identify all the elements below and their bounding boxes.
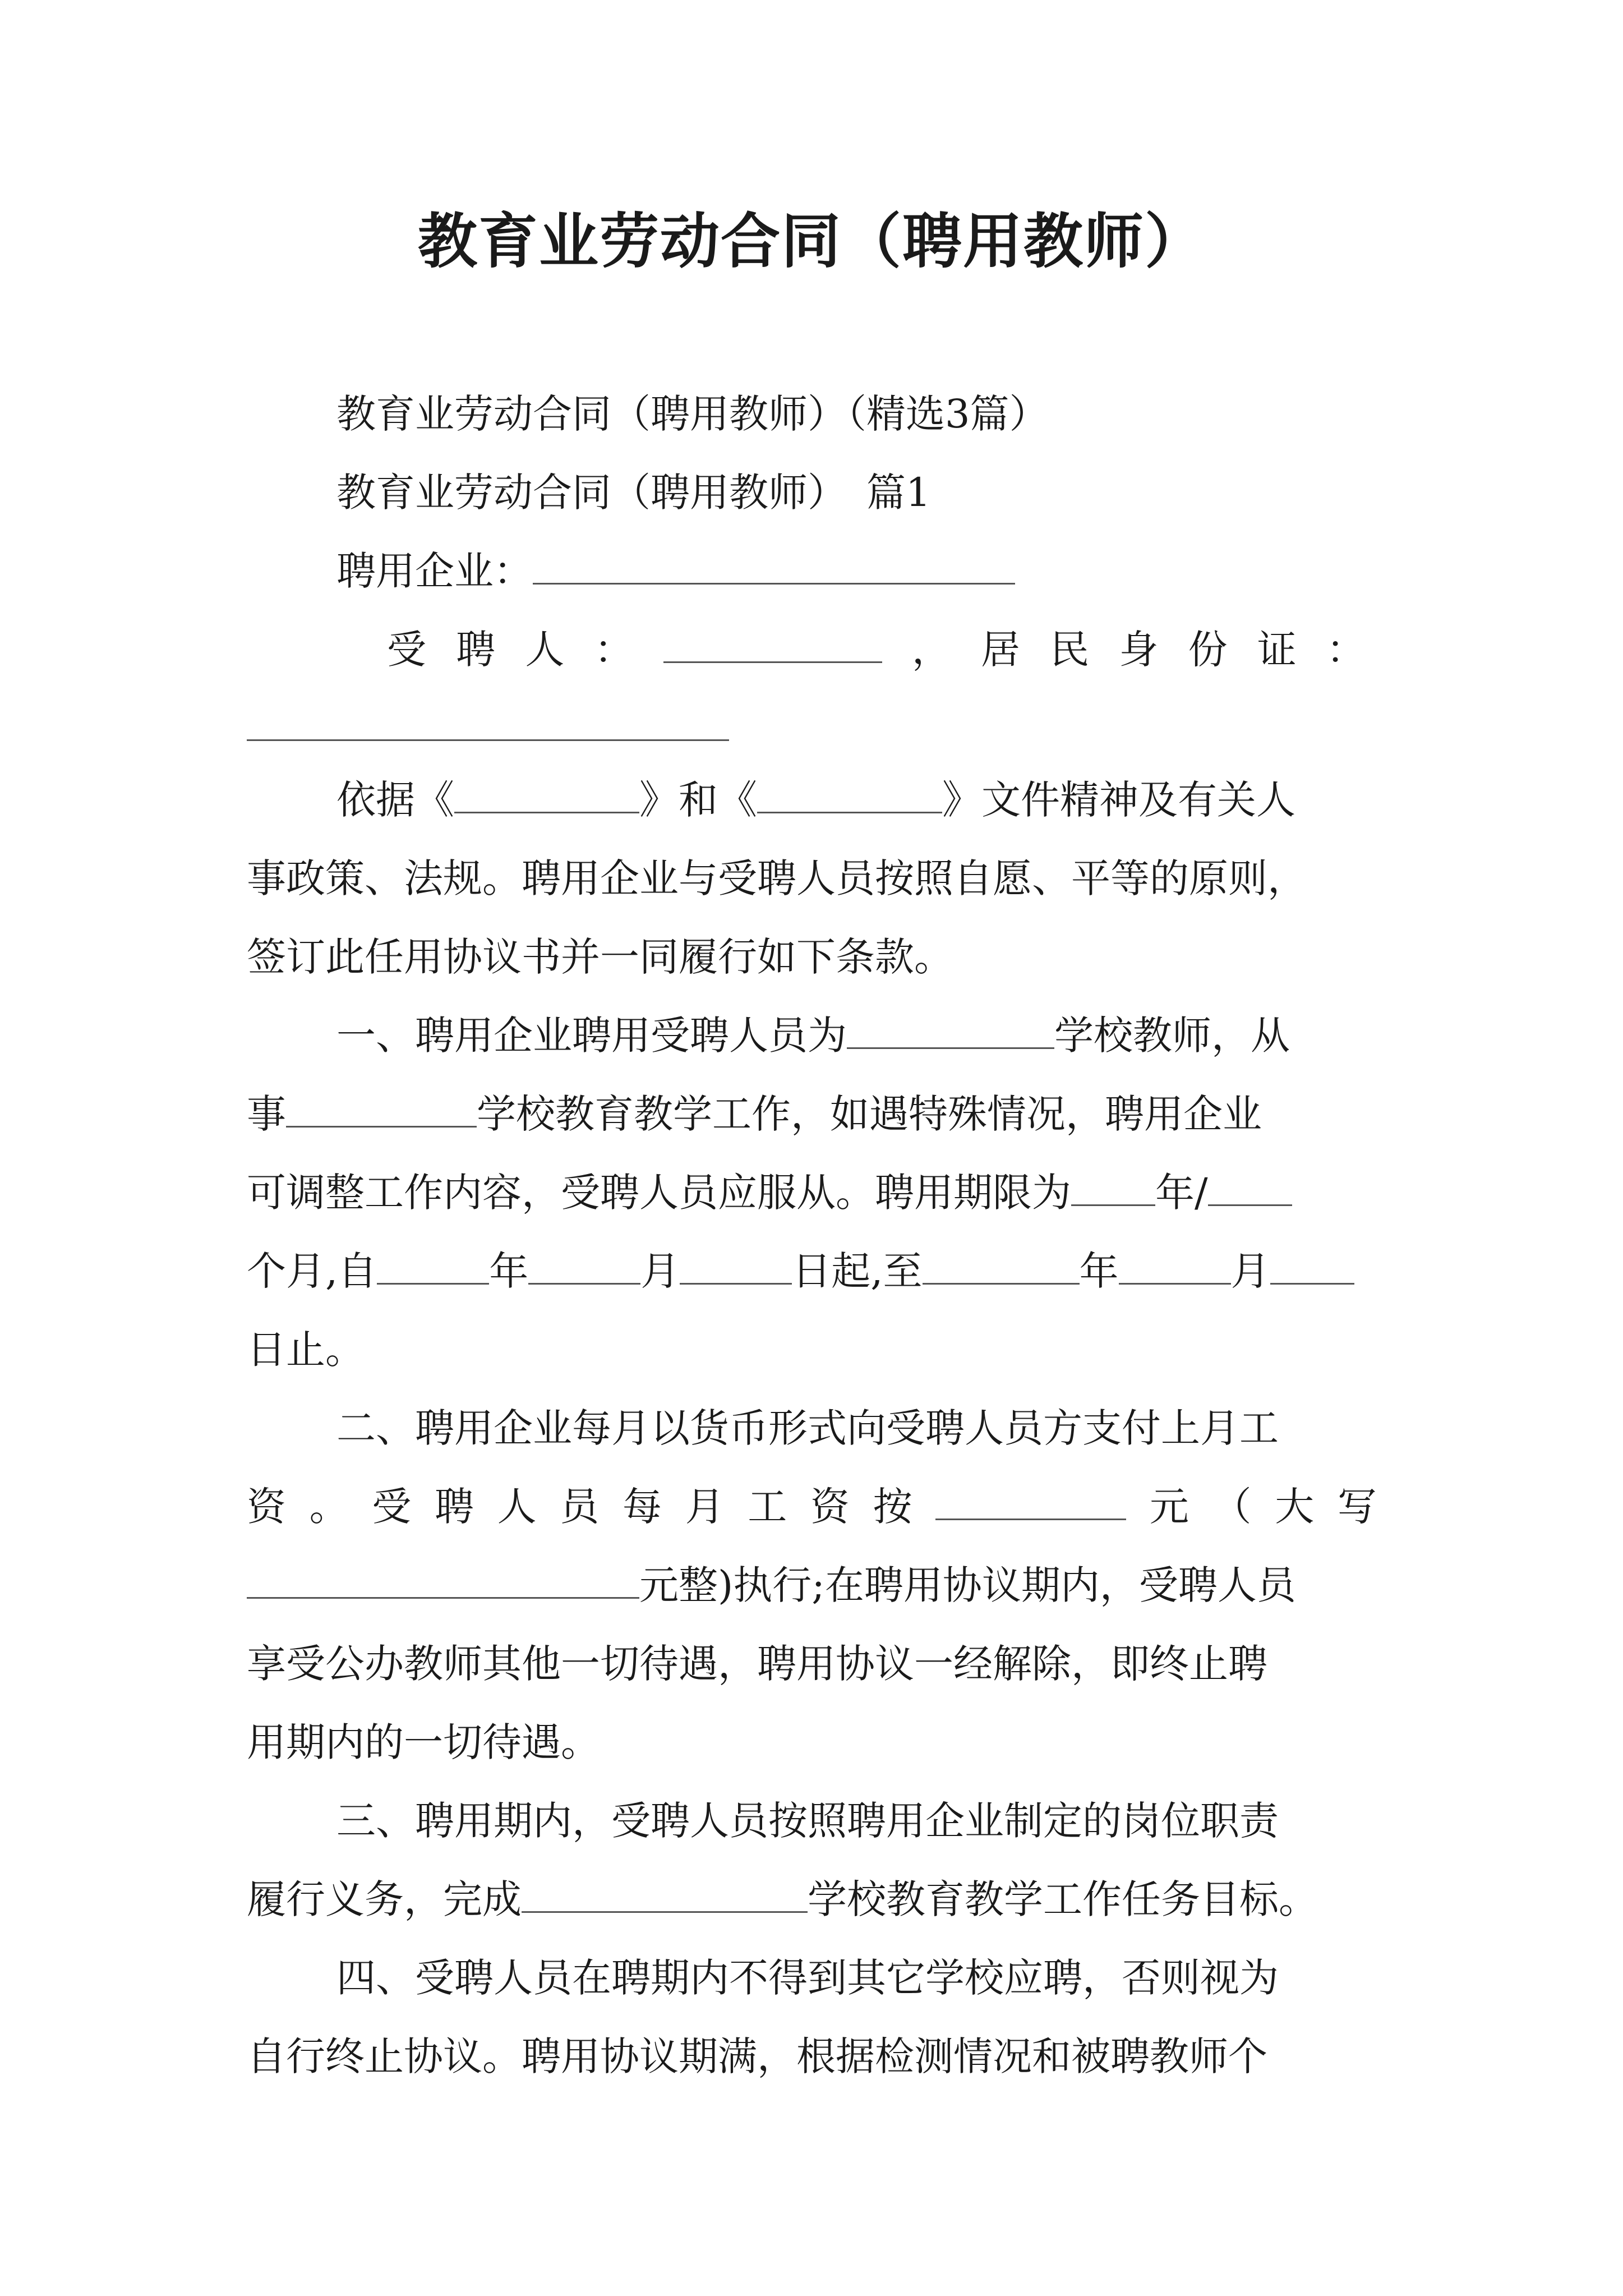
- employer-line: [336, 544, 1015, 598]
- term-years-blank[interactable]: [1071, 1169, 1155, 1206]
- clause3-line-2: [247, 1872, 1318, 1926]
- document-name-blank-2[interactable]: [757, 776, 942, 813]
- id-number-blank[interactable]: [247, 739, 729, 741]
- clause-char: 员: [560, 1484, 600, 1530]
- clause-text: 履行义务，完成: [247, 1876, 522, 1922]
- intro-text: 》和《: [639, 777, 757, 823]
- section-heading: 教育业劳动合同（聘用教师） 篇1: [336, 470, 931, 516]
- id-label-char: 居: [981, 627, 1021, 673]
- clause1-line-4: [247, 1244, 1354, 1298]
- clause-text: 年: [489, 1248, 529, 1294]
- employee-label-char: 人: [525, 627, 565, 673]
- clause-text: 事: [247, 1091, 286, 1137]
- id-label-char: ：: [1326, 627, 1366, 673]
- clause2-line-2: [247, 1480, 1377, 1534]
- clause-char: （: [1212, 1484, 1252, 1530]
- employer-label: 聘用企业：: [336, 548, 533, 594]
- clause2-line-3: [247, 1558, 1296, 1612]
- start-month-blank[interactable]: [528, 1248, 640, 1285]
- clause1-line-2: [247, 1087, 1262, 1141]
- clause-text: 日起,至: [792, 1248, 923, 1294]
- clause-text: 月: [640, 1248, 680, 1294]
- document-name-blank-1[interactable]: [454, 776, 639, 813]
- intro-line-2: 事政策、法规。聘用企业与受聘人员按照自愿、平等的原则，: [247, 855, 1307, 901]
- clause1-line-3: [247, 1166, 1292, 1220]
- clause-char: 工: [748, 1484, 787, 1530]
- clause4-line-1: 四、受聘人员在聘期内不得到其它学校应聘，否则视为: [336, 1955, 1279, 2001]
- clause1-line-5: 日止。: [247, 1327, 365, 1373]
- clause1-line-1: [336, 1009, 1290, 1062]
- end-year-blank[interactable]: [923, 1248, 1080, 1285]
- clause-char: 月: [685, 1484, 725, 1530]
- clause-char: 人: [497, 1484, 537, 1530]
- clause-char: 大: [1275, 1484, 1315, 1530]
- clause-char: 写: [1337, 1484, 1377, 1530]
- start-day-blank[interactable]: [680, 1248, 792, 1285]
- clause-text: 一、聘用企业聘用受聘人员为: [336, 1013, 847, 1059]
- clause2-line-4: 享受公办教师其他一切待遇，聘用协议一经解除，即终止聘: [247, 1641, 1267, 1687]
- clause-char: 资: [810, 1484, 850, 1530]
- clause-char: 每: [622, 1484, 662, 1530]
- clause-char: 按: [873, 1484, 912, 1530]
- clause4-line-2: 自行终止协议。聘用协议期满，根据检测情况和被聘教师个: [247, 2033, 1267, 2079]
- clause-text: 学校教师，从: [1054, 1013, 1290, 1059]
- school-name-blank[interactable]: [847, 1012, 1054, 1049]
- employee-name-blank[interactable]: [663, 626, 882, 663]
- clause-text: 元整)执行;在聘用协议期内，受聘人员: [639, 1562, 1296, 1608]
- term-months-blank[interactable]: [1208, 1169, 1292, 1206]
- clause-char: 聘: [434, 1484, 474, 1530]
- intro-line-1: [336, 773, 1295, 827]
- start-year-blank[interactable]: [377, 1248, 489, 1285]
- id-label-char: 证: [1257, 627, 1297, 673]
- id-label-char: 民: [1050, 627, 1090, 673]
- clause-text: 可调整工作内容，受聘人员应服从。聘用期限为: [247, 1170, 1071, 1216]
- salary-uppercase-blank[interactable]: [247, 1562, 639, 1599]
- clause2-line-1: 二、聘用企业每月以货币形式向受聘人员方支付上月工: [336, 1405, 1279, 1451]
- clause-char: 。: [309, 1484, 349, 1530]
- end-day-blank[interactable]: [1270, 1248, 1354, 1285]
- clause-text: 年: [1079, 1248, 1119, 1294]
- end-month-blank[interactable]: [1119, 1248, 1231, 1285]
- employee-label-char: 受: [387, 627, 426, 673]
- id-label-char: 份: [1188, 627, 1228, 673]
- salary-amount-blank[interactable]: [935, 1483, 1126, 1520]
- comma: ，: [911, 627, 951, 673]
- clause3-line-1: 三、聘用期内，受聘人员按照聘用企业制定的岗位职责: [336, 1798, 1279, 1844]
- clause-text: 年/: [1155, 1170, 1208, 1216]
- intro-text: 》文件精神及有关人: [942, 777, 1295, 823]
- clause-char: 受: [372, 1484, 412, 1530]
- clause-char: 元: [1149, 1484, 1189, 1530]
- clause-text: 个月,自: [247, 1248, 377, 1294]
- clause-text: 学校教育教学工作任务目标。: [808, 1876, 1318, 1922]
- employee-label-char: ：: [594, 627, 634, 673]
- clause-text: 月: [1230, 1248, 1270, 1294]
- school-work-blank[interactable]: [286, 1091, 477, 1128]
- document-subtitle: 教育业劳动合同（聘用教师）（精选3篇）: [336, 391, 1049, 437]
- intro-text: 依据《: [336, 777, 454, 823]
- document-title: 教育业劳动合同（聘用教师）: [418, 206, 1205, 276]
- employee-label-char: 聘: [456, 627, 496, 673]
- id-label-char: 身: [1119, 627, 1159, 673]
- clause-char: 资: [247, 1484, 286, 1530]
- school-target-blank[interactable]: [522, 1876, 808, 1913]
- employer-blank[interactable]: [533, 547, 1015, 585]
- intro-line-3: 签订此任用协议书并一同履行如下条款。: [247, 934, 953, 980]
- clause-text: 学校教育教学工作，如遇特殊情况，聘用企业: [477, 1091, 1262, 1137]
- employee-line: [387, 623, 1366, 677]
- clause2-line-5: 用期内的一切待遇。: [247, 1719, 600, 1765]
